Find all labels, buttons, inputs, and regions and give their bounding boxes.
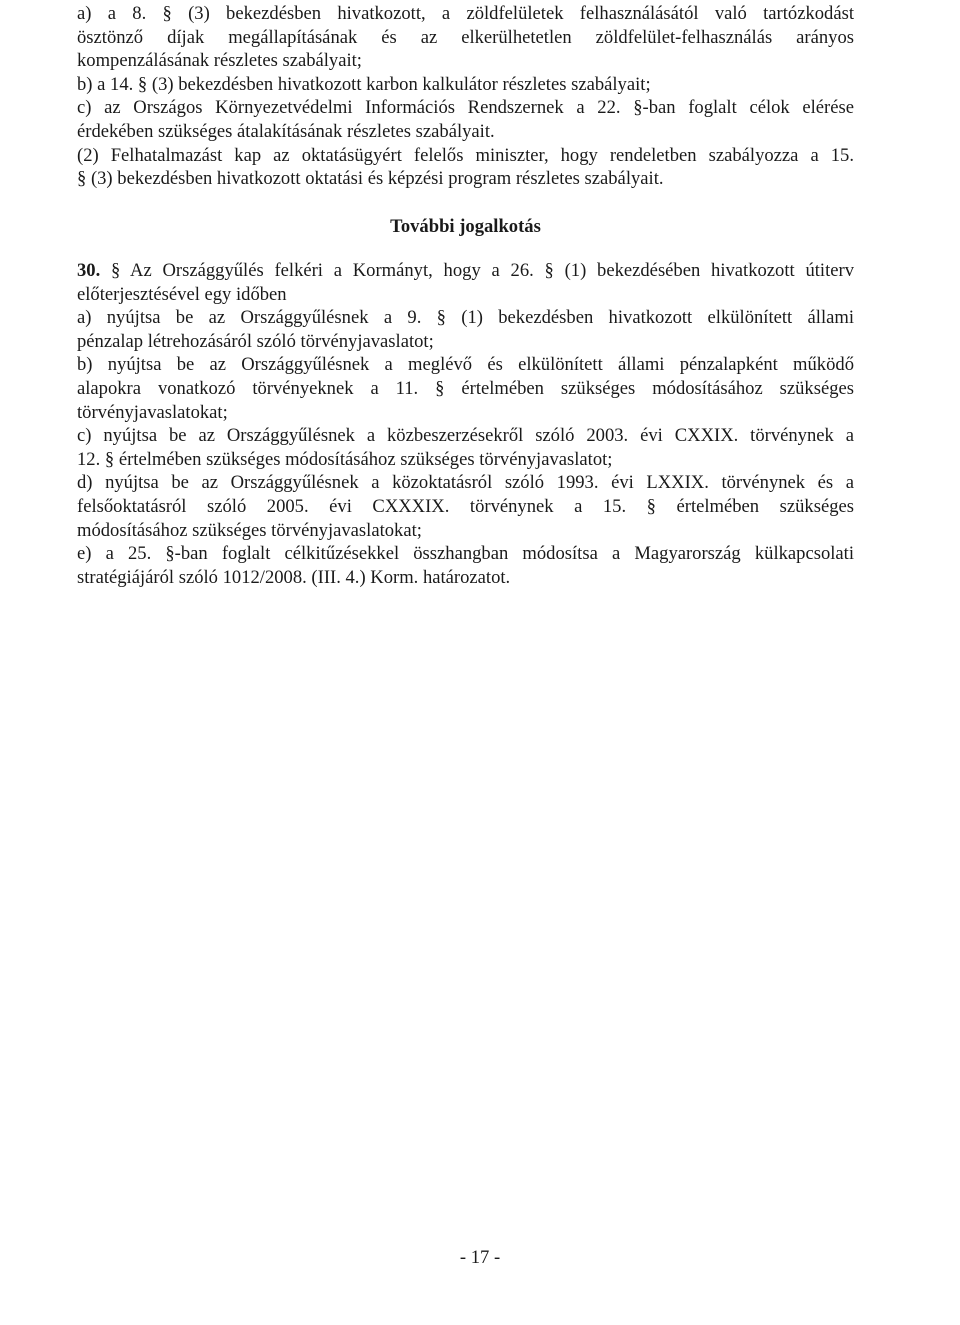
- text-line: módosításához szükséges törvényjavaslatokat;: [77, 519, 422, 541]
- text-line: ösztönző díjak megállapításának és az elkerülhetetlen zöldfelület-felhasználás arányos: [77, 26, 854, 48]
- text-line: d) nyújtsa be az Országgyűlésnek a közoktatásról szóló 1993. évi LXXIX. törvénynek és a: [77, 472, 854, 494]
- text-line: § (3) bekezdésben hivatkozott oktatási és képzési program részletes szabályait.: [77, 168, 664, 190]
- text-line: (2) Felhatalmazást kap az oktatásügyért felelős miniszter, hogy rendeletben szabályozza a 15.: [77, 144, 854, 166]
- section-number: 30.: [77, 260, 101, 281]
- text-line: a) nyújtsa be az Országgyűlésnek a 9. § (1) bekezdésben hivatkozott elkülönített állami: [77, 307, 854, 329]
- text-line: stratégiájáról szóló 1012/2008. (III. 4.) Korm. határozatot.: [77, 566, 511, 588]
- text-line: c) az Országos Környezetvédelmi Információs Rendszernek a 22. §-ban foglalt célok elérése: [77, 97, 854, 119]
- section-heading: További jogalkotás: [390, 216, 541, 237]
- text-line: előterjesztésével egy időben: [77, 283, 287, 305]
- text-line: b) nyújtsa be az Országgyűlésnek a meglévő és elkülönített állami pénzalapként működő: [77, 354, 854, 376]
- text-line: c) nyújtsa be az Országgyűlésnek a közbeszerzésekről szóló 2003. évi CXXIX. törvénynek a: [77, 425, 854, 447]
- text-line: érdekében szükséges átalakításának részletes szabályait.: [77, 120, 495, 142]
- text-line: alapokra vonatkozó törvényeknek a 11. § értelmében szükséges módosításához szükséges: [77, 377, 854, 399]
- text-line: b) a 14. § (3) bekezdésben hivatkozott karbon kalkulátor részletes szabályait;: [77, 73, 651, 95]
- section-30-first-line: [77, 259, 854, 283]
- page-number: - 17 -: [459, 1247, 501, 1268]
- text-line: pénzalap létrehozásáról szóló törvényjavaslatot;: [77, 330, 434, 352]
- provisions-block-1: [77, 2, 854, 191]
- text-line: törvényjavaslatokat;: [77, 401, 228, 423]
- text-line: felsőoktatásról szóló 2005. évi CXXXIX. törvénynek a 15. § értelmében szükséges: [77, 495, 854, 517]
- section-30: [77, 259, 854, 589]
- text-line: e) a 25. §-ban foglalt célkitűzésekkel összhangban módosítsa a Magyarország külkapcsolati: [77, 543, 854, 565]
- text-line: kompenzálásának részletes szabályait;: [77, 50, 362, 72]
- section-30-text: § Az Országgyűlés felkéri a Kormányt, hogy a 26. § (1) bekezdésében hivatkozott útiterv: [100, 260, 854, 281]
- text-line: a) a 8. § (3) bekezdésben hivatkozott, a zöldfelületek felhasználásától való tartózkodást: [77, 3, 854, 24]
- text-line: 12. § értelmében szükséges módosításához szükséges törvényjavaslatot;: [77, 448, 613, 470]
